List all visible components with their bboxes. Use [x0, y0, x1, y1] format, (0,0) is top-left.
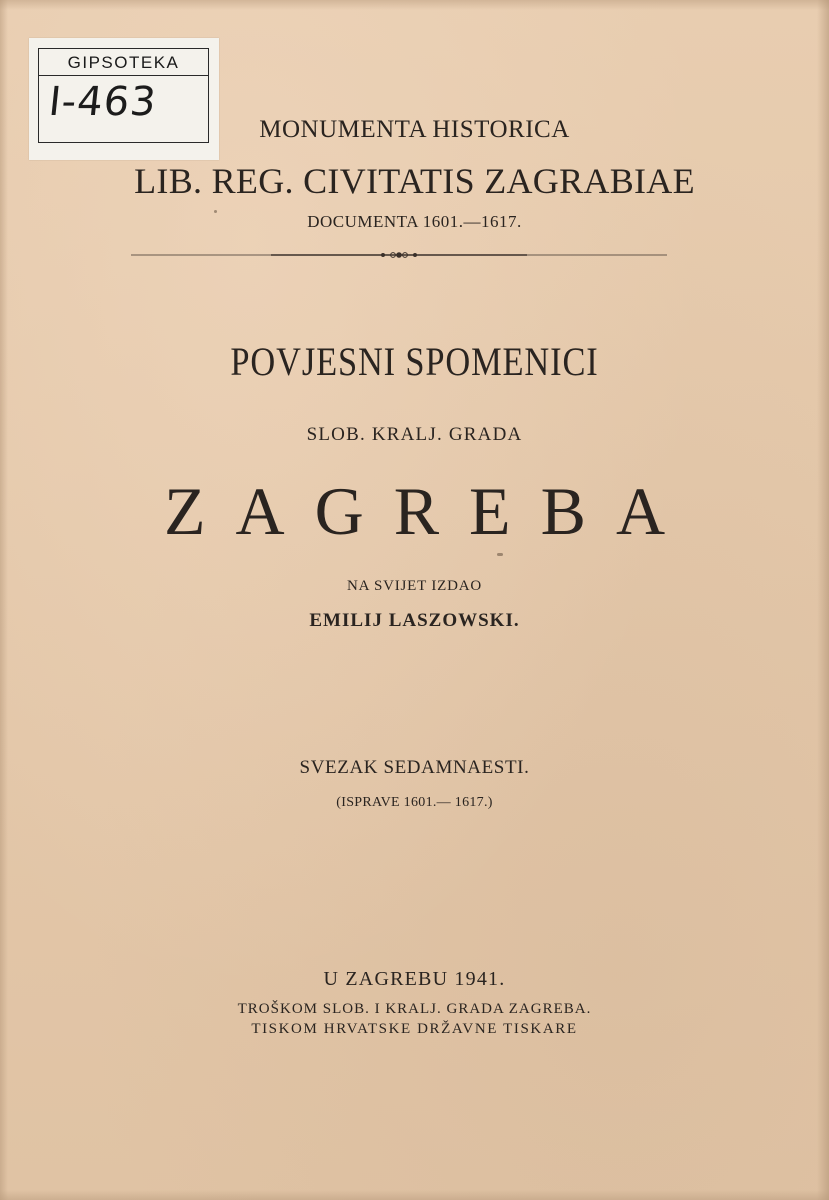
- editor-name: EMILIJ LASZOWSKI.: [309, 610, 520, 631]
- editor-intro: NA SVIJET IZDAO: [346, 578, 483, 594]
- subtitle: SLOB. KRALJ. GRADA: [306, 424, 523, 445]
- ornamental-rule: [131, 251, 667, 259]
- main-title: POVJESNI SPOMENICI: [230, 339, 599, 384]
- imprint-place-year: U ZAGREBU 1941.: [323, 968, 506, 990]
- label-heading: GIPSOTEKA: [39, 49, 208, 76]
- city-title: ZAGREBA: [163, 473, 696, 549]
- documents-range: DOCUMENTA 1601.—1617.: [307, 212, 522, 231]
- paper-speck: [497, 553, 503, 556]
- series-title: MONUMENTA HISTORICA: [259, 116, 570, 143]
- paper-edge-bottom: [0, 1190, 829, 1200]
- volume-name: SVEZAK SEDAMNAESTI.: [299, 757, 530, 778]
- volume-range: (ISPRAVE 1601.— 1617.): [336, 795, 493, 810]
- imprint-printer: TISKOM HRVATSKE DRŽAVNE TISKARE: [251, 1021, 578, 1037]
- collection-title: LIB. REG. CIVITATIS ZAGRABIAE: [134, 161, 695, 201]
- label-number: I-463: [46, 79, 159, 125]
- imprint-cost: TROŠKOM SLOB. I KRALJ. GRADA ZAGREBA.: [237, 1001, 592, 1017]
- paper-edge-top: [0, 0, 829, 10]
- paper-speck: [214, 210, 217, 213]
